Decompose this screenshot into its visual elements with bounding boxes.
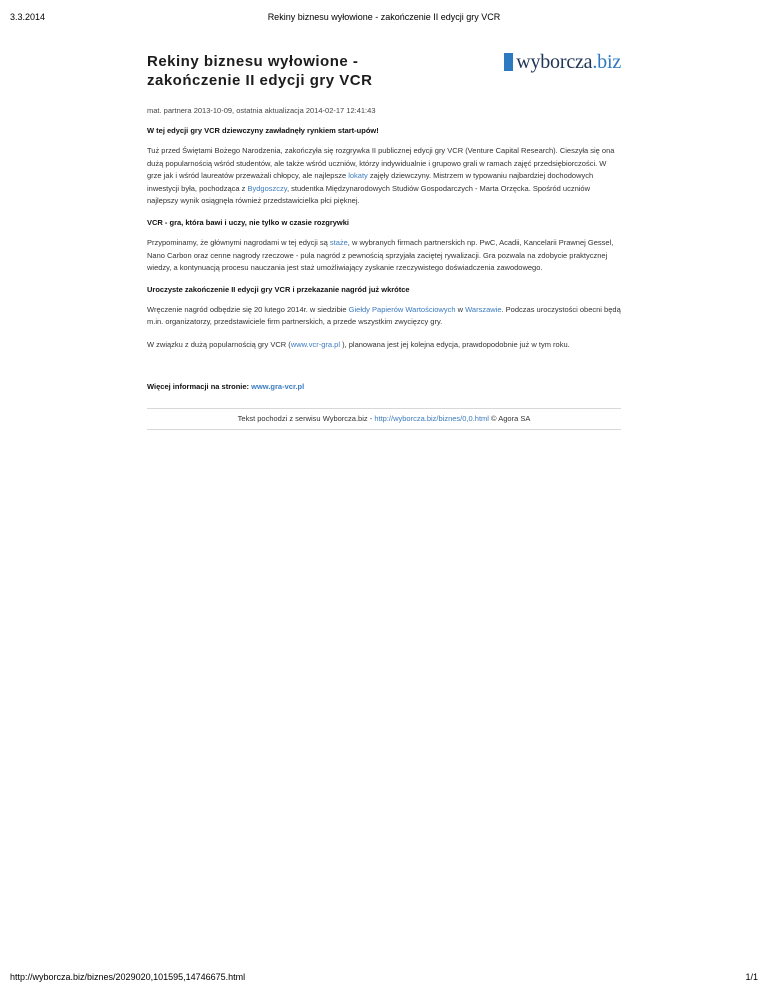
page-number: 1/1 (745, 972, 758, 982)
print-header (10, 12, 758, 26)
print-date: 3.3.2014 (10, 12, 46, 22)
link-source[interactable]: http://wyborcza.biz/biznes/0,0.html (374, 413, 489, 423)
wyborcza-biz-logo[interactable] (504, 52, 621, 72)
print-page-title: Rekiny biznesu wyłowione - zakończenie II edycji gry VCR (267, 12, 501, 22)
paragraph-2: Przypominamy, że głównymi nagrodami w tej edycji są staże, w wybranych firmach partnerskich np. PwC, Acadii, Kancelarii Prawnej Gessel, Nano Carbon oraz cenne nagrody rzeczowe - pula nagród z pewnością sprzyjała zaciętej rywalizacji. Gra pozwala na zdobycie praktycznej wiedzy, a kontynuacją procesu nauczania jest staż umożliwiający zyskanie rzeczywistego doświadczenia zawodowego. (147, 237, 614, 273)
link-warszawie[interactable]: Warszawie (465, 304, 502, 314)
paragraph-1: Tuż przed Świętami Bożego Narodzenia, zakończyła się rozgrywka II publicznej edycji gry VCR (Venture Capital Research). Cieszyła się ona dużą popularnością wśród studentów, ale także wśród uczniów, którzy indywidualnie i grupowo grali w ramach zajęć przedsiębiorczości. W grze jak i wśród laureatów przeważali chłopcy, ale najlepsze lokaty zajęły dziewczyny. Mistrzem w typowaniu najbardziej dochodowych inwestycji była, pochodząca z Bydgoszczy, studentka Międzynarodowych Studiów Gospodarczych - Marta Orzęcka. Spośród uczniów najlepszy wynik osiągnęła również przedstawicielka płci pięknej. (147, 146, 615, 206)
link-vcr-gra[interactable]: www.vcr-gra.pl (290, 339, 340, 349)
blue-bar-icon (504, 53, 513, 71)
paragraph-4: W związku z dużą popularnością gry VCR (www.vcr-gra.pl ), planowana jest jej kolejna edycja, prawdopodobnie już w tym roku. (147, 339, 570, 349)
source-note: Tekst pochodzi z serwisu Wyborcza.biz - http://wyborcza.biz/biznes/0,0.html © Agora SA (147, 408, 621, 430)
link-staze[interactable]: staże (329, 237, 348, 247)
article (147, 52, 621, 430)
link-bydgoszczy[interactable]: Bydgoszczy (247, 183, 287, 193)
link-gra-vcr[interactable]: www.gra-vcr.pl (251, 381, 305, 391)
print-url: http://wyborcza.biz/biznes/2029020,101595,14746675.html (10, 972, 246, 982)
link-gielda[interactable]: Giełdy Papierów Wartościowych (348, 304, 456, 314)
subheading-2: Uroczyste zakończenie II edycji gry VCR i przekazanie nagród już wkrótce (147, 284, 410, 294)
paragraph-3: Wręczenie nagród odbędzie się 20 lutego 2014r. w siedzibie Giełdy Papierów Wartościowych w Warszawie. Podczas uroczystości obecni będą m.in. organizatorzy, przedstawiciele firm partnerskich, a przede wszystkim zwycięzcy gry. (147, 304, 621, 327)
print-footer (10, 972, 758, 986)
more-info: Więcej informacji na stronie: www.gra-vcr.pl (147, 381, 305, 391)
article-meta: mat. partnera 2013-10-09, ostatnia aktualizacja 2014-02-17 12:41:43 (147, 106, 376, 115)
link-lokaty[interactable]: lokaty (348, 171, 368, 181)
subheading-1: VCR - gra, która bawi i uczy, nie tylko w czasie rozgrywki (147, 217, 350, 227)
logo-wordmark: wyborcza.biz (516, 51, 621, 73)
article-lead: W tej edycji gry VCR dziewczyny zawładnęły rynkiem start-upów! (147, 126, 379, 135)
article-headline: Rekiny biznesu wyłowione - zakończenie II edycji gry VCR (147, 53, 373, 89)
